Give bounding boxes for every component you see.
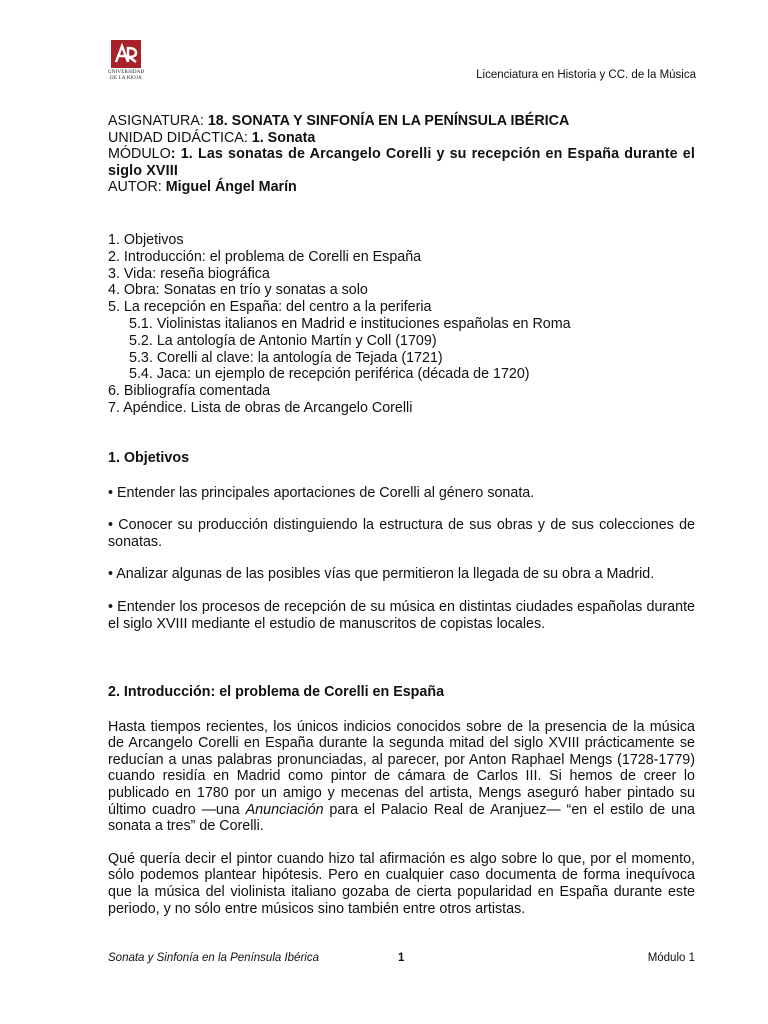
section-objetivos bbox=[108, 450, 695, 632]
objetivo-bullet: • Conocer su producción distinguiendo la estructura de sus obras y de sus colecciones de sonatas. bbox=[108, 517, 695, 550]
autor-value: Miguel Ángel Marín bbox=[165, 179, 297, 196]
footer-page-number: 1 bbox=[398, 952, 405, 964]
autor-line bbox=[108, 179, 695, 196]
modulo-line bbox=[108, 146, 695, 179]
intro-paragraph-1 bbox=[108, 719, 695, 835]
toc-item: 4. Obra: Sonatas en trío y sonatas a solo bbox=[108, 282, 368, 299]
toc-item: 5. La recepción en España: del centro a la periferia bbox=[108, 299, 432, 316]
unidad-line bbox=[108, 130, 695, 147]
intro-paragraph-2: Qué quería decir el pintor cuando hizo tal afirmación es algo sobre lo que, por el momento, sólo podemos plantear hipótesis. Pero en cualquier caso documenta de forma inequívoca que la música del violinista italiano gozaba de cierta popularidad en España durante este periodo, y no sólo entre músicos sino también entre otros artistas. bbox=[108, 850, 695, 917]
intro-p1-part-b: para el Palacio Real de Aranjuez— “en el estilo de una sonata a tres” de Corelli. bbox=[108, 801, 695, 835]
toc-subitem: 5.4. Jaca: un ejemplo de recepción periférica (década de 1720) bbox=[129, 366, 530, 383]
toc-subitem: 5.1. Violinistas italianos en Madrid e instituciones españolas en Roma bbox=[129, 315, 571, 332]
toc-item: 7. Apéndice. Lista de obras de Arcangelo Corelli bbox=[108, 399, 413, 416]
section-objetivos-title: 1. Objetivos bbox=[108, 450, 190, 466]
intro-p1-italic: Anunciación bbox=[245, 801, 324, 818]
objetivo-bullet: • Entender las principales aportaciones de Corelli al género sonata. bbox=[108, 484, 535, 501]
header-course-title: Licenciatura en Historia y CC. de la Música bbox=[476, 69, 696, 81]
university-logo bbox=[108, 40, 144, 81]
footer-title: Sonata y Sinfonía en la Península Ibérica bbox=[108, 952, 319, 964]
document-meta bbox=[108, 113, 695, 196]
objetivo-bullet: • Entender los procesos de recepción de su música en distintas ciudades españolas durante el siglo XVIII mediante el estudio de manuscritos de copistas locales. bbox=[108, 598, 695, 632]
toc-item: 6. Bibliografía comentada bbox=[108, 383, 271, 400]
logo-text-line-1: UNIVERSIDAD bbox=[108, 70, 145, 75]
objetivo-bullet: • Analizar algunas de las posibles vías que permitieron la llegada de su obra a Madrid. bbox=[108, 566, 655, 583]
footer-module: Módulo 1 bbox=[647, 952, 695, 964]
table-of-contents bbox=[108, 232, 695, 417]
unidad-value: 1. Sonata bbox=[251, 129, 316, 146]
asignatura-value: 18. SONATA Y SINFONÍA EN LA PENÍNSULA IBÉRICA bbox=[207, 113, 570, 129]
unidad-label: UNIDAD DIDÁCTICA: bbox=[108, 129, 252, 146]
autor-label: AUTOR: bbox=[108, 179, 166, 196]
intro-p1-part-a: Hasta tiempos recientes, los únicos indicios conocidos sobre de la presencia de la música de Arcangelo Corelli en España durante la segunda mitad del siglo XVIII prácticamente se reducían a unas palabras pronunciadas, al parecer, por Anton Raphael Mengs (1728-1779) cuando residía en Madrid como pintor de cámara de Carlos III. Si hemos de creer lo publicado en 1780 por un amigo y mecenas del artista, Mengs aseguró haber pintado su último cuadro —una bbox=[108, 718, 695, 818]
modulo-label: MÓDULO bbox=[108, 146, 171, 163]
logo-text-line-2: DE LA RIOJA bbox=[110, 75, 142, 81]
toc-item: 1. Objetivos bbox=[108, 232, 184, 248]
toc-subitem: 5.2. La antología de Antonio Martín y Coll (1709) bbox=[129, 332, 437, 349]
toc-subitem: 5.3. Corelli al clave: la antología de Tejada (1721) bbox=[129, 349, 443, 366]
university-logo-icon bbox=[111, 40, 141, 68]
section-introduccion-title: 2. Introducción: el problema de Corelli en España bbox=[108, 684, 445, 700]
asignatura-line bbox=[108, 113, 695, 130]
asignatura-label: ASIGNATURA: bbox=[108, 113, 208, 129]
modulo-value: : 1. Las sonatas de Arcangelo Corelli y su recepción en España durante el siglo XVIII bbox=[108, 146, 695, 179]
toc-item: 3. Vida: reseña biográfica bbox=[108, 265, 270, 282]
section-introduccion bbox=[108, 684, 695, 917]
toc-item: 2. Introducción: el problema de Corelli en España bbox=[108, 248, 422, 265]
